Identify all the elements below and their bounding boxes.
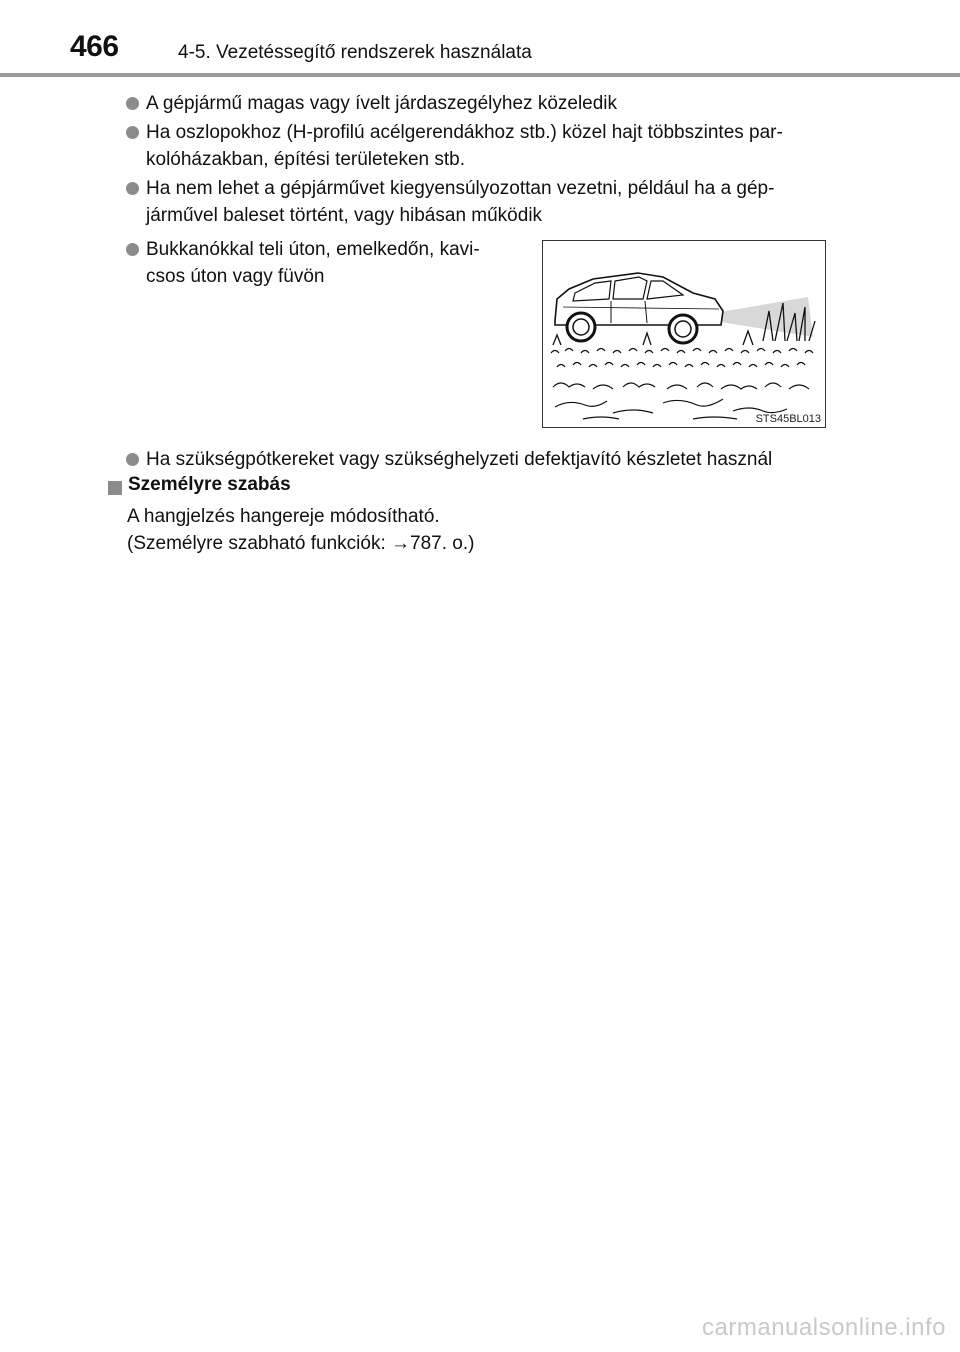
bullet-text	[146, 175, 854, 229]
customization-text: A hangjelzés hangereje módosítható.	[127, 506, 440, 527]
figure-label: STS45BL013	[755, 413, 821, 425]
bullet-dot-icon	[126, 126, 139, 139]
arrow-icon: →	[391, 533, 411, 554]
bullet-line: Ha szükségpótkereket vagy szükséghelyzeti defektjavító készletet használ	[146, 449, 773, 470]
customization-heading: Személyre szabás	[128, 474, 291, 495]
bullet-line: A gépjármű magas vagy ívelt járdaszegélyhez közeledik	[146, 93, 618, 114]
bullet-item	[126, 446, 866, 473]
footer-watermark: carmanualsonline.info	[702, 1314, 946, 1341]
header-rule	[0, 73, 960, 77]
bullet-item	[126, 119, 854, 173]
bullet-text	[146, 119, 854, 173]
bullet-dot-icon	[126, 182, 139, 195]
bullet-text	[146, 90, 866, 117]
reference-prefix: (Személyre szabható funkciók:	[127, 533, 392, 554]
bullet-text	[146, 236, 526, 290]
page-number: 466	[70, 30, 119, 63]
bullet-line: Ha nem lehet a gépjárművet kiegyensúlyozottan vezetni, például ha a gép-	[146, 178, 775, 199]
bullet-line: Bukkanókkal teli úton, emelkedőn, kavi-	[146, 239, 480, 260]
section-square-icon	[108, 481, 122, 495]
bullet-line: Ha oszlopokhoz (H-profilú acélgerendákhoz stb.) közel hajt többszintes par-	[146, 122, 783, 143]
bullet-item	[126, 90, 866, 117]
bullet-item	[126, 236, 526, 290]
bullet-text	[146, 446, 866, 473]
bullet-item	[126, 175, 854, 229]
customization-reference	[127, 530, 474, 557]
car-on-rough-road-illustration	[542, 240, 826, 428]
bullet-line: kolóházakban, építési területeken stb.	[146, 149, 465, 170]
bullet-dot-icon	[126, 97, 139, 110]
bullet-line: csos úton vagy füvön	[146, 266, 325, 287]
reference-suffix: 787. o.)	[410, 533, 475, 554]
page-header	[0, 0, 960, 80]
car-illustration-icon	[543, 241, 824, 426]
bullet-line: járművel baleset történt, vagy hibásan működik	[146, 205, 543, 226]
section-title: 4-5. Vezetéssegítő rendszerek használata	[178, 42, 532, 63]
bullet-dot-icon	[126, 243, 139, 256]
bullet-dot-icon	[126, 453, 139, 466]
